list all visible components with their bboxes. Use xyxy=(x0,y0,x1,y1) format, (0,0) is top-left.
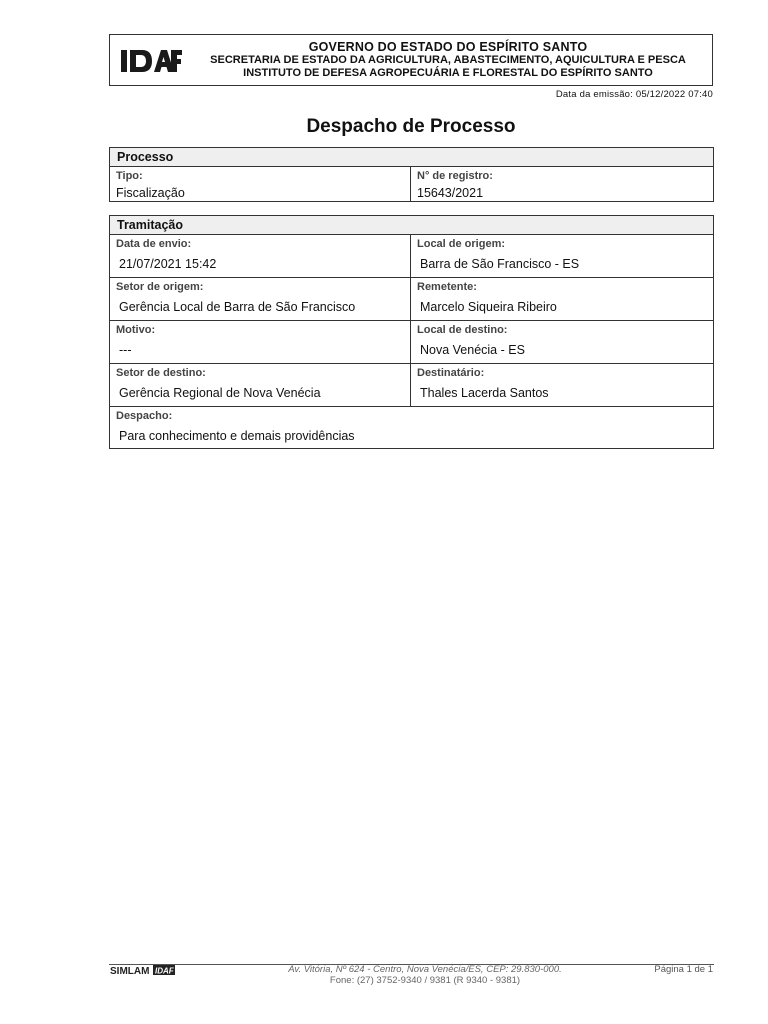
local-origem-label: Local de origem: xyxy=(417,238,506,250)
page-number: Página 1 de 1 xyxy=(654,964,713,975)
local-destino-cell xyxy=(411,321,713,363)
setor-destino-label: Setor de destino: xyxy=(116,367,206,379)
local-destino-label: Local de destino: xyxy=(417,324,508,336)
tramitacao-row-origem xyxy=(110,278,713,321)
motivo-value: --- xyxy=(119,343,132,357)
footer-phone: Fone: (27) 3752-9340 / 9381 (R 9340 - 9381) xyxy=(329,975,521,986)
motivo-label: Motivo: xyxy=(116,324,156,336)
remetente-cell xyxy=(411,278,713,320)
tipo-label: Tipo: xyxy=(116,170,143,182)
motivo-cell xyxy=(110,321,411,363)
tramitacao-row-destino xyxy=(110,364,713,407)
processo-heading: Processo xyxy=(110,148,713,167)
tipo-cell xyxy=(110,167,411,201)
destinatario-cell xyxy=(411,364,713,406)
header-line-government: GOVERNO DO ESTADO DO ESPÍRITO SANTO xyxy=(308,40,588,54)
registro-value: 15643/2021 xyxy=(417,186,484,200)
data-envio-value: 21/07/2021 15:42 xyxy=(119,257,217,271)
idaf-logo xyxy=(120,48,182,74)
data-envio-label: Data de envio: xyxy=(116,238,192,250)
registro-cell xyxy=(411,167,713,201)
tramitacao-row-envio xyxy=(110,235,713,278)
local-origem-cell xyxy=(411,235,713,277)
document-header xyxy=(109,34,713,86)
tramitacao-row-motivo xyxy=(110,321,713,364)
tramitacao-section xyxy=(109,215,714,449)
svg-text:IDAF: IDAF xyxy=(155,966,174,976)
emission-date: Data da emissão: 05/12/2022 07:40 xyxy=(555,89,713,100)
local-origem-value: Barra de São Francisco - ES xyxy=(420,257,580,271)
tramitacao-row-despacho xyxy=(110,407,713,448)
local-destino-value: Nova Venécia - ES xyxy=(420,343,525,357)
svg-text:SIMLAM: SIMLAM xyxy=(110,966,150,976)
despacho-cell xyxy=(110,407,713,448)
header-text xyxy=(190,40,706,80)
setor-origem-cell xyxy=(110,278,411,320)
setor-destino-cell xyxy=(110,364,411,406)
remetente-value: Marcelo Siqueira Ribeiro xyxy=(420,300,557,314)
destinatario-label: Destinatário: xyxy=(417,367,485,379)
despacho-label: Despacho: xyxy=(116,410,173,422)
header-line-instituto: INSTITUTO DE DEFESA AGROPECUÁRIA E FLORESTAL DO ESPÍRITO SANTO xyxy=(243,67,653,79)
data-envio-cell xyxy=(110,235,411,277)
footer-address: Av. Vitória, Nº 624 - Centro, Nova Venécia/ES, CEP: 29.830-000. xyxy=(288,964,562,975)
page-title: Despacho de Processo xyxy=(306,116,516,137)
tipo-value: Fiscalização xyxy=(116,186,185,200)
footer-address-block xyxy=(0,964,768,986)
tramitacao-heading: Tramitação xyxy=(110,216,713,235)
processo-section xyxy=(109,147,714,202)
destinatario-value: Thales Lacerda Santos xyxy=(420,386,549,400)
setor-origem-label: Setor de origem: xyxy=(116,281,204,293)
remetente-label: Remetente: xyxy=(417,281,477,293)
despacho-value: Para conhecimento e demais providências xyxy=(119,429,355,443)
setor-origem-value: Gerência Local de Barra de São Francisco xyxy=(119,300,356,314)
header-line-secretaria: SECRETARIA DE ESTADO DA AGRICULTURA, ABASTECIMENTO, AQUICULTURA E PESCA xyxy=(210,54,686,66)
setor-destino-value: Gerência Regional de Nova Venécia xyxy=(119,386,321,400)
processo-row xyxy=(110,167,713,201)
registro-label: N° de registro: xyxy=(417,170,493,182)
